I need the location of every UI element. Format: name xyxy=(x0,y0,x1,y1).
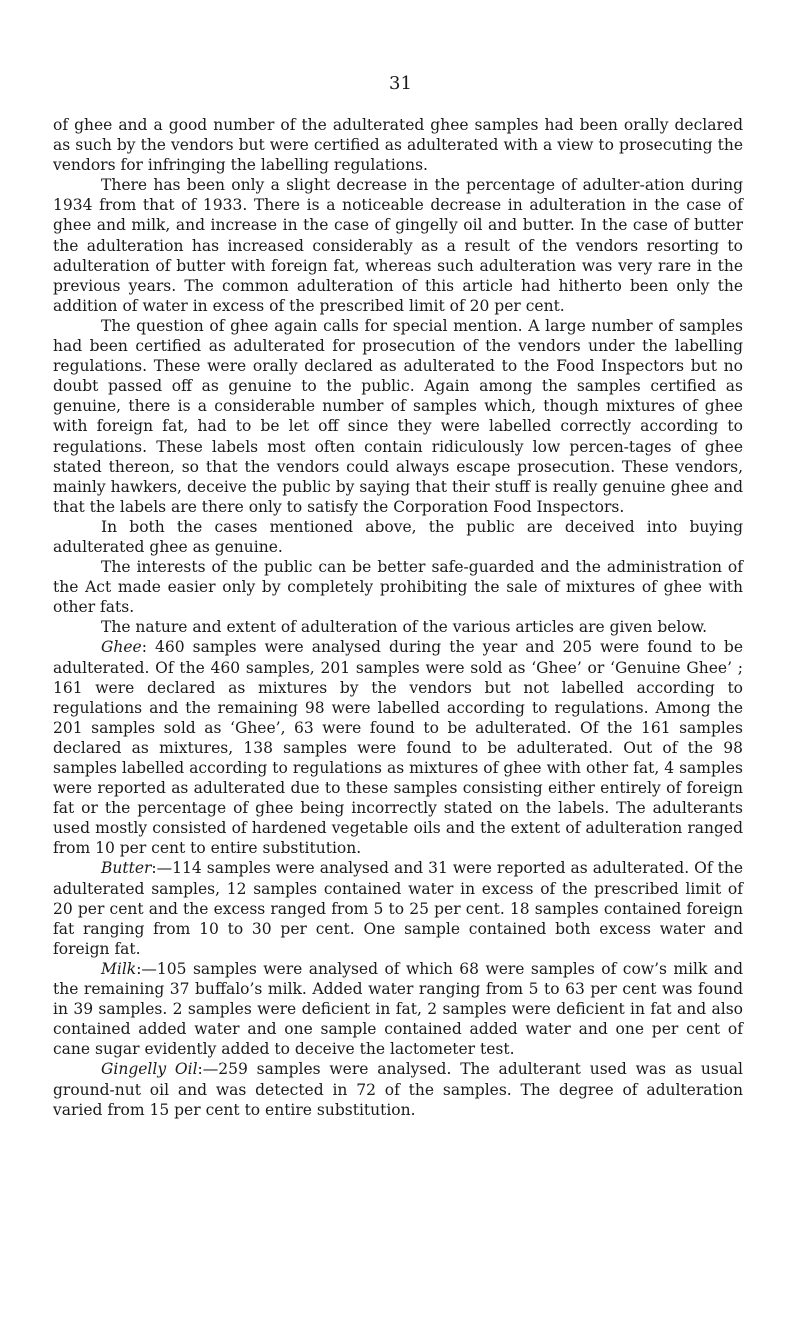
paragraph-public-interests xyxy=(53,557,743,617)
paragraph-milk xyxy=(53,959,743,1059)
paragraph-text: :—259 samples were analysed. The adulterant used was as usual ground-nut oil and was detected in 72 of the samples. The degree of adulteration varied from 15 per cent to entire substitution. xyxy=(53,1060,743,1119)
paragraph-adulteration-trend xyxy=(53,175,743,316)
page-number: 31 xyxy=(389,73,412,94)
paragraph-ghee xyxy=(53,637,743,858)
paragraph-text: The question of ghee again calls for special mention. A large number of samples had been certified as adulterated for prosecution of the vendors under the labelling regulations. These were orally declared as adulterated to the Food Inspectors but no doubt passed off as genuine to the public. Again among the samples certified as genuine, there is a considerable number of samples which, though mixtures of ghee with foreign fat, had to be let off since they were labelled correctly according to regulations. These labels most often contain ridiculously low percen-tages of ghee stated thereon, so that the vendors could always escape prosecution. These vendors, mainly hawkers, deceive the public by saying that their stuff is really genuine ghee and that the labels are there only to satisfy the Corporation Food Inspectors. xyxy=(53,316,743,516)
paragraph-text: :—114 samples were analysed and 31 were reported as adulterated. Of the adulterated samples, 12 samples contained water in excess of the prescribed limit of 20 per cent and the excess ranged from 5 to 25 per cent. 18 samples contained foreign fat ranging from 10 to 30 per cent. One sample contained both excess water and foreign fat. xyxy=(53,859,743,958)
section-heading-butter: Butter xyxy=(101,859,152,878)
paragraph-text: of ghee and a good number of the adulterated ghee samples had been orally declared as such by the vendors but were certified as adulterated with a view to prosecuting the vendors for infringing the labelling regulations. xyxy=(53,116,743,175)
section-heading-milk: Milk xyxy=(101,959,137,978)
paragraph-text: :—105 samples were analysed of which 68 were samples of cow’s milk and the remaining 37 buffalo’s milk. Added water ranging from 5 to 63 per cent was found in 39 samples. 2 samples were deficient in fat, 2 samples were deficient in fat and also contained added water and one sample contained added water and one per cent of cane sugar evidently added to deceive the lactometer test. xyxy=(53,959,743,1059)
body-text xyxy=(53,115,743,1120)
paragraph-ghee-question xyxy=(53,316,743,517)
section-heading-ghee: Ghee xyxy=(101,638,142,657)
paragraph-text: The nature and extent of adulteration of the various articles are given below. xyxy=(101,618,708,637)
paragraph-butter xyxy=(53,858,743,958)
section-heading-gingelly-oil: Gingelly Oil xyxy=(101,1060,198,1079)
paragraph-text: The interests of the public can be better safe-guarded and the administration of the Act made easier only by completely prohibiting the sale of mixtures of ghee with other fats. xyxy=(53,558,743,617)
paragraph-gingelly-oil xyxy=(53,1059,743,1119)
paragraph-nature-extent xyxy=(53,617,743,637)
paragraph-public-deceived xyxy=(53,517,743,557)
paragraph-text: : 460 samples were analysed during the year and 205 were found to be adulterated. Of the 460 samples, 201 samples were sold as ‘Ghee’ or ‘Genuine Ghee’ ; 161 were declared as mixtures by the vendors but not labelled according to regulations and the remaining 98 were labelled according to regulations. Among the 201 samples sold as ‘Ghee’, 63 were found to be adulterated. Of the 161 samples declared as mixtures, 138 samples were found to be adulterated. Out of the 98 samples labelled according to regulations as mixtures of ghee with other fat, 4 samples were reported as adulterated due to these samples consisting either entirely of foreign fat or the percentage of ghee being incorrectly stated on the labels. The adulterants used mostly consisted of hardened vegetable oils and the extent of adulteration ranged from 10 per cent to entire substitution. xyxy=(53,638,743,858)
paragraph-continuation xyxy=(53,115,743,175)
paragraph-text: There has been only a slight decrease in the percentage of adulter-ation during 1934 from that of 1933. There is a noticeable decrease in adulteration in the case of ghee and milk, and increase in the case of gingelly oil and butter. In the case of butter the adulteration has increased considerably as a result of the vendors resorting to adulteration of butter with foreign fat, whereas such adulteration was very rare in the previous years. The common adulteration of this article had hitherto been only the addition of water in excess of the prescribed limit of 20 per cent. xyxy=(53,176,743,315)
paragraph-text: In both the cases mentioned above, the public are deceived into buying adulterated ghee as genuine. xyxy=(53,517,743,556)
